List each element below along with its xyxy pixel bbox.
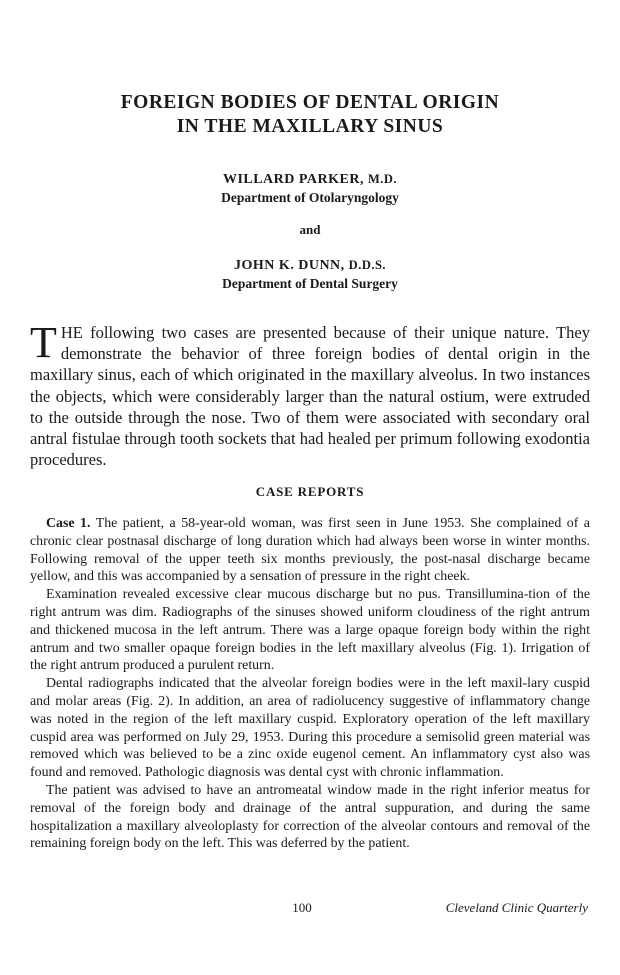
section-heading: CASE REPORTS [255, 484, 365, 499]
author-2-department: Department of Dental Surgery [222, 276, 398, 291]
case-label: Case 1. [46, 516, 91, 531]
page-number: 100 [292, 900, 312, 915]
paragraph [30, 515, 590, 586]
article-title-line-2: IN THE MAXILLARY SINUS [176, 116, 444, 137]
case-reports-body [30, 515, 590, 853]
article-title-line-1: FOREIGN BODIES OF DENTAL ORIGIN [120, 92, 500, 113]
author-1-name: WILLARD PARKER, [222, 172, 364, 187]
page-footer [0, 900, 620, 920]
paragraph: The patient was advised to have an antromeatal window made in the right inferior meatus for removal of the foreign body and drainage of the antral suppuration, and during the same hospitalization a maxillary alveoloplasty for correction of the alveolar contours and removal of the remaining foreign body on the left. This was deferred by the patient. [30, 782, 590, 852]
author-2 [100, 256, 520, 275]
paragraph-text: The patient, a 58-year-old woman, was first seen in June 1953. She complained of a chronic clear postnasal discharge of long duration which had always been worse in winter months. Following removal of the upper teeth six months previously, the post-nasal discharge became yellow, and this was accompanied by a sensation of pressure in the right cheek. [30, 516, 590, 585]
author-conjunction: and [299, 222, 321, 237]
drop-cap: T [30, 318, 57, 367]
journal-name: Cleveland Clinic Quarterly [445, 900, 588, 915]
author-1-department: Department of Otolaryngology [221, 190, 399, 205]
author-2-name: JOHN K. DUNN, [233, 258, 345, 273]
author-1-degree: M.D. [367, 172, 398, 186]
author-2-degree: D.D.S. [348, 258, 387, 272]
paragraph: Dental radiographs indicated that the alveolar foreign bodies were in the left maxil-lary cuspid and molar areas (Fig. 2). In addition, an area of radiolucency suggestive of inflammatory change was noted in the region of the left maxillary cuspid. Exploratory operation of the left maxillary cuspid area was performed on July 29, 1953. During this procedure a semisolid green material was removed which was believed to be a zinc oxide eugenol cement. An inflammatory cyst also was found and removed. Pathologic diagnosis was dental cyst with chronic inflammation. [30, 676, 590, 781]
introduction-text: HE following two cases are presented because of their unique nature. They demonstrate the behavior of three foreign bodies of dental origin in the maxillary sinus, each of which originated in the maxillary alveolus. In two instances the objects, which were considerably larger than the natural ostium, were extruded to the outside through the nose. Two of them were associated with secondary oral antral fistulae through tooth sockets that had healed per primum following exodontia procedures. [30, 323, 590, 470]
introduction-paragraph [30, 318, 590, 470]
paragraph: Examination revealed excessive clear mucous discharge but no pus. Transillumina-tion of the right antrum was dim. Radiographs of the sinuses showed uniform cloudiness of the right antrum and thickened mucosa in the left antrum. There was a large opaque foreign body within the right antrum and two smaller opaque foreign bodies in the left maxillary alveolus (Fig. 1). Irrigation of the right antrum produced a purulent return. [30, 587, 590, 674]
author-1 [100, 170, 520, 189]
